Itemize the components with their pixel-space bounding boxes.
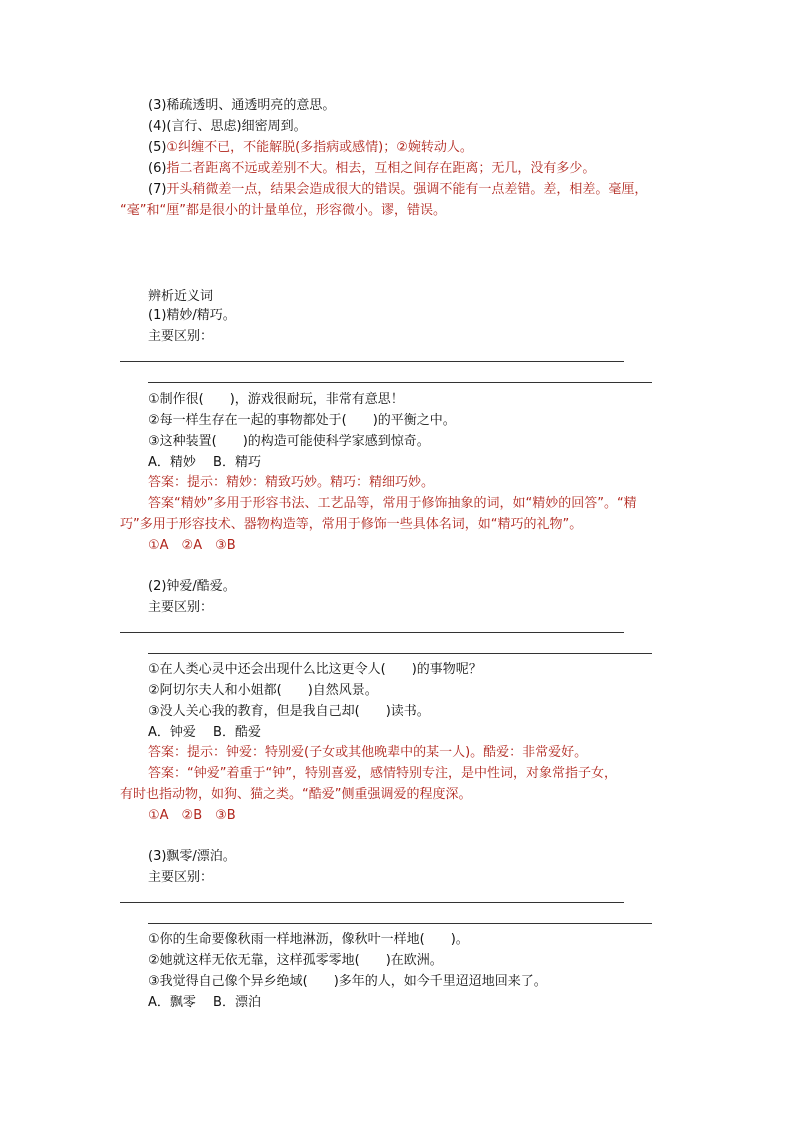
explanation-5: (5)①纠缠不已，不能解脱(多指病或感情)；②婉转动人。 xyxy=(148,140,473,155)
group-3-heading: (3)飘零/漂泊。 xyxy=(148,849,236,864)
group-1-answer: 答案“精妙”多用于形容书法、工艺品等，常用于修饰抽象的词，如“精妙的回答”。“精 xyxy=(148,496,637,511)
group-2-answer-keys: ①A ②B ③B xyxy=(148,808,236,823)
group-3-main-diff-label: 主要区别： xyxy=(148,870,214,885)
group-1-heading: (1)精妙/精巧。 xyxy=(148,308,236,323)
group-1-main-diff-label: 主要区别： xyxy=(148,329,214,344)
explanation-7-continued: “毫”和“厘”都是很小的计量单位，形容微小。谬，错误。 xyxy=(120,203,446,218)
group-1-question-3: ③这种装置( )的构造可能使科学家感到惊奇。 xyxy=(148,434,430,449)
answer-line xyxy=(148,923,652,924)
explanation-6: (6)指二者距离不远或差别不大。相去，互相之间存在距离；无几，没有多少。 xyxy=(148,161,596,176)
group-2-heading: (2)钟爱/酷爱。 xyxy=(148,579,236,594)
answer-line xyxy=(120,632,624,633)
group-2-hint: 答案：提示：钟爱：特别爱(子女或其他晚辈中的某一人)。酷爱：非常爱好。 xyxy=(148,745,588,760)
answer-line xyxy=(148,382,652,383)
group-3-question-3: ③我觉得自己像个异乡绝域( )多年的人，如今千里迢迢地回来了。 xyxy=(148,974,547,989)
group-2-main-diff-label: 主要区别： xyxy=(148,600,214,615)
group-3-question-1: ①你的生命要像秋雨一样地淋沥，像秋叶一样地( )。 xyxy=(148,932,469,947)
group-2-question-1: ①在人类心灵中还会出现什么比这更令人( )的事物呢？ xyxy=(148,662,482,677)
group-1-question-1: ①制作很( )，游戏很耐玩，非常有意思！ xyxy=(148,392,404,407)
group-3-options: A．飘零 B．漂泊 xyxy=(148,995,261,1010)
explanation-7: (7)开头稍微差一点，结果会造成很大的错误。强调不能有一点差错。差，相差。毫厘， xyxy=(148,182,648,197)
explanation-3: (3)稀疏透明、通透明亮的意思。 xyxy=(148,98,336,113)
group-1-question-2: ②每一样生存在一起的事物都处于( )的平衡之中。 xyxy=(148,413,456,428)
answer-line xyxy=(148,653,652,654)
group-2-answer: 答案：“钟爱”着重于“钟”，特别喜爱，感情特别专注，是中性词，对象常指子女， xyxy=(148,766,617,781)
group-1-options: A．精妙 B．精巧 xyxy=(148,455,261,470)
group-2-question-3: ③没人关心我的教育，但是我自己却( )读书。 xyxy=(148,704,430,719)
answer-line xyxy=(120,361,624,362)
group-3-question-2: ②她就这样无依无靠，这样孤零零地( )在欧洲。 xyxy=(148,953,443,968)
answer-line xyxy=(120,902,624,903)
group-2-answer-continued: 有时也指动物，如狗、猫之类。“酷爱”侧重强调爱的程度深。 xyxy=(120,787,472,802)
group-1-answer-continued: 巧”多用于形容技术、器物构造等，常用于修饰一些具体名词，如“精巧的礼物”。 xyxy=(120,517,583,532)
group-1-answer-keys: ①A ②A ③B xyxy=(148,538,236,553)
group-2-question-2: ②阿切尔夫人和小姐都( )自然风景。 xyxy=(148,683,378,698)
explanation-4: (4)(言行、思虑)细密周到。 xyxy=(148,119,307,134)
group-1-hint: 答案：提示：精妙：精致巧妙。精巧：精细巧妙。 xyxy=(148,475,435,490)
group-2-options: A．钟爱 B．酷爱 xyxy=(148,725,261,740)
section-title: 辨析近义词 xyxy=(148,289,214,304)
